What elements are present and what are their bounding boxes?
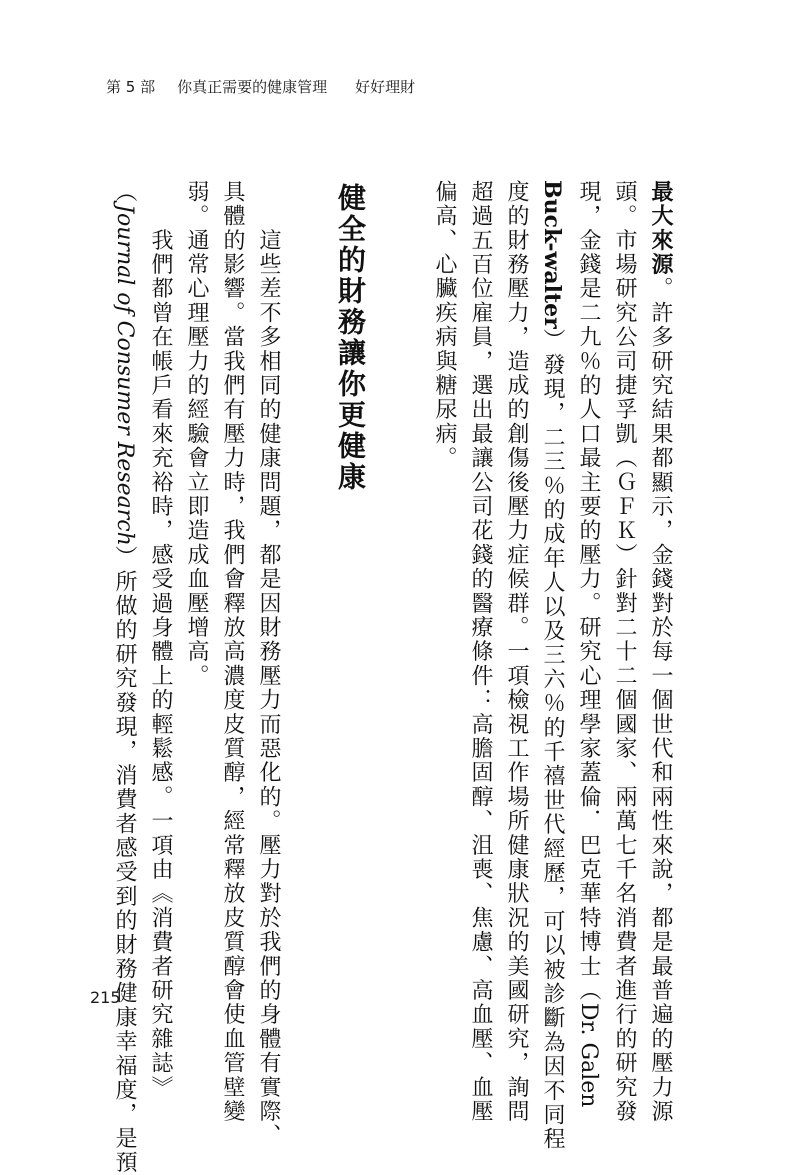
book-title: 你真正需要的健康管理	[177, 77, 328, 96]
text-column	[539, 180, 565, 1152]
section-heading: 健全的財務讓你更健康	[334, 183, 367, 493]
column-text: 我們都曾在帳戶看來充裕時，感受過身體上的輕鬆感。一項由《消費者研究雜誌》	[148, 180, 173, 1100]
text-column	[184, 180, 208, 960]
text-column	[432, 180, 456, 960]
bold-lead: 最大來源	[648, 180, 673, 277]
part-label: 第 5 部	[106, 77, 156, 96]
column-text: 度的財務壓力，造成的創傷後壓力症候群。一項檢視工作場所健康狀況的美國研究，詢問	[504, 180, 529, 1124]
latin-name: Buck-walter	[539, 180, 565, 329]
text-column	[648, 180, 673, 1124]
column-text: 頭。市場研究公司捷孚凱（ＧＦＫ）針對二十二個國家、兩萬七千名消費者進行的研究發	[612, 180, 637, 1124]
page-number: 215	[90, 988, 121, 1007]
chapter-title: 好好理財	[355, 77, 416, 96]
column-text: 偏高、心臟疾病與糖尿病。	[432, 180, 457, 471]
text-column	[256, 180, 281, 1148]
column-text: 這些差不多相同的健康問題，都是因財務壓力而惡化的。壓力對於我們的身體有實際、	[256, 180, 281, 1148]
column-text: 弱。通常心理壓力的經驗會立即造成血壓增高。	[184, 180, 209, 689]
text-column	[468, 180, 493, 1124]
column-text: ）發現，二三％的成年人以及三六％的千禧世代經歷，可以被診斷為因不同程	[540, 328, 565, 1152]
running-header	[106, 74, 415, 98]
text-column	[612, 180, 637, 1124]
column-text: （	[112, 180, 137, 205]
text-column	[148, 180, 173, 1100]
latin-name: Dr. Galen	[576, 1002, 601, 1108]
column-text: 現，金錢是二九％的人口最主要的壓力。研究心理學家蓋倫．巴克華特博士（	[576, 180, 601, 1003]
column-text: 。許多研究結果都顯示，金錢對於每一個世代和兩性來說，都是最普遍的壓力源	[648, 276, 673, 1124]
column-text: 超過五百位雇員，選出最讓公司花錢的醫療條件：高膽固醇、沮喪、焦慮、高血壓、血壓	[468, 180, 493, 1124]
text-column	[220, 180, 245, 1124]
text-column	[112, 180, 137, 1175]
journal-title: Journal of Consumer Research	[112, 204, 137, 546]
text-column	[576, 180, 601, 1108]
column-text: ）所做的研究發現，消費者感受到的財務健康幸福度，是預	[112, 545, 137, 1175]
column-text: 具體的影響。當我們有壓力時，我們會釋放高濃度皮質醇，經常釋放皮質醇會使血管壁變	[220, 180, 245, 1124]
text-column	[504, 180, 529, 1124]
